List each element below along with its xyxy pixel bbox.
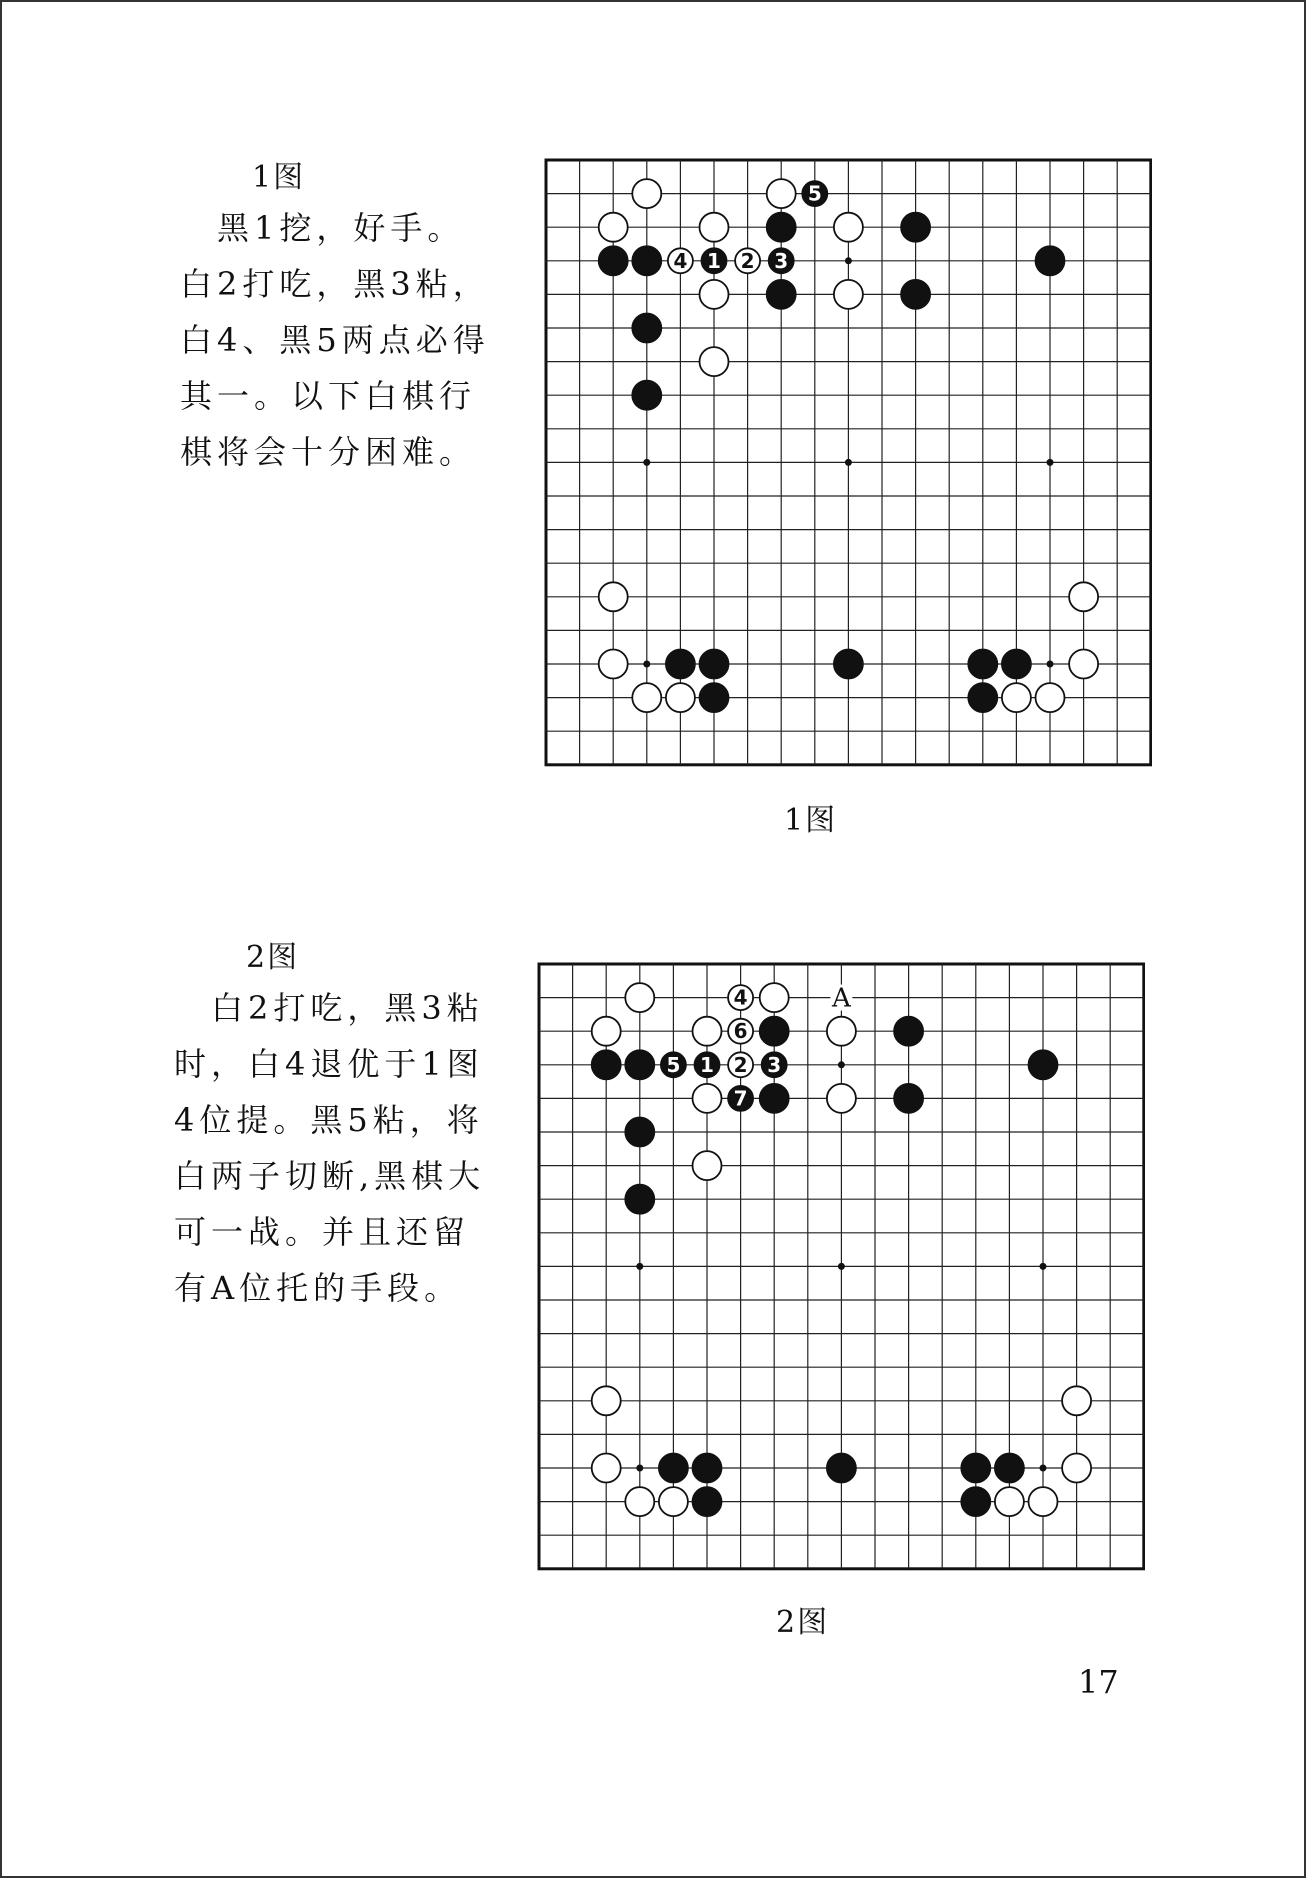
white-stone xyxy=(1069,650,1098,679)
figure-1-go-board xyxy=(540,154,1152,774)
white-stone xyxy=(599,650,628,679)
black-stone xyxy=(894,1084,923,1113)
star-point xyxy=(1047,459,1054,466)
black-stone xyxy=(625,1118,654,1147)
white-stone xyxy=(1036,683,1065,712)
white-stone xyxy=(995,1487,1024,1516)
white-stone xyxy=(1029,1487,1058,1516)
stone-move-number: 3 xyxy=(774,248,789,273)
black-stone xyxy=(827,1454,856,1483)
stone-move-number: 6 xyxy=(733,1019,748,1044)
stone-move-number: 2 xyxy=(740,248,755,273)
white-stone xyxy=(827,1084,856,1113)
stone-move-number: 5 xyxy=(666,1052,681,1077)
stone-move-number: 7 xyxy=(733,1086,748,1111)
star-point xyxy=(636,1465,643,1472)
black-stone xyxy=(968,683,997,712)
figure-2-caption: 2图 xyxy=(776,1605,830,1640)
black-stone xyxy=(968,650,997,679)
black-stone xyxy=(894,1017,923,1046)
star-point xyxy=(1040,1465,1047,1472)
stone-move-number: 2 xyxy=(733,1052,748,1077)
white-stone xyxy=(827,1017,856,1046)
black-stone xyxy=(834,650,863,679)
page-number: 17 xyxy=(1078,1663,1119,1701)
black-stone xyxy=(1029,1050,1058,1079)
board-mark-label: A xyxy=(832,983,851,1014)
white-stone xyxy=(693,1084,722,1113)
black-stone xyxy=(767,213,796,242)
black-stone xyxy=(666,650,695,679)
figure-1-caption: 1图 xyxy=(784,803,838,838)
figure-1-text: 黑1挖，好手。白2打吃，黑3粘，白4、黑5两点必得其一。以下白棋行棋将会十分困难。 xyxy=(180,209,490,471)
black-stone xyxy=(599,246,628,275)
figure-2-go-board xyxy=(533,958,1145,1578)
stone-move-number: 3 xyxy=(767,1052,782,1077)
white-stone xyxy=(599,582,628,611)
white-stone xyxy=(625,1487,654,1516)
black-stone xyxy=(767,280,796,309)
stone-move-number: 5 xyxy=(807,181,822,206)
white-stone xyxy=(659,1487,688,1516)
black-stone xyxy=(625,1050,654,1079)
figure-1-heading: 1图 xyxy=(252,160,306,195)
black-stone xyxy=(901,280,930,309)
white-stone xyxy=(592,1454,621,1483)
white-stone xyxy=(693,1017,722,1046)
stone-move-number: 4 xyxy=(673,248,688,273)
star-point xyxy=(838,1263,845,1270)
black-stone xyxy=(632,246,661,275)
black-stone xyxy=(693,1454,722,1483)
stone-move-number: 4 xyxy=(733,985,748,1010)
white-stone xyxy=(1069,582,1098,611)
white-stone xyxy=(599,213,628,242)
black-stone xyxy=(592,1050,621,1079)
star-point xyxy=(1040,1263,1047,1270)
black-stone xyxy=(961,1487,990,1516)
white-stone xyxy=(592,1017,621,1046)
figure-2-text: 白2打吃，黑3粘时，白4退优于1图4位提。黑5粘，将白两子切断,黑棋大可一战。并且还留有A位托的手段。 xyxy=(174,989,486,1307)
black-stone xyxy=(659,1454,688,1483)
stone-move-number: 1 xyxy=(707,248,721,273)
white-stone xyxy=(700,280,729,309)
white-stone xyxy=(834,213,863,242)
white-stone xyxy=(1002,683,1031,712)
white-stone xyxy=(693,1151,722,1180)
black-stone xyxy=(693,1487,722,1516)
black-stone xyxy=(1002,650,1031,679)
white-stone xyxy=(632,179,661,208)
black-stone xyxy=(760,1017,789,1046)
stone-move-number: 1 xyxy=(700,1052,714,1077)
black-stone xyxy=(995,1454,1024,1483)
white-stone xyxy=(666,683,695,712)
black-stone xyxy=(760,1084,789,1113)
star-point xyxy=(838,1061,845,1068)
white-stone xyxy=(760,983,789,1012)
black-stone xyxy=(1036,246,1065,275)
star-point xyxy=(845,459,852,466)
star-point xyxy=(643,459,650,466)
black-stone xyxy=(632,381,661,410)
black-stone xyxy=(961,1454,990,1483)
black-stone xyxy=(901,213,930,242)
white-stone xyxy=(592,1386,621,1415)
white-stone xyxy=(625,983,654,1012)
white-stone xyxy=(1062,1454,1091,1483)
star-point xyxy=(643,661,650,668)
white-stone xyxy=(700,213,729,242)
star-point xyxy=(1047,661,1054,668)
white-stone xyxy=(700,347,729,376)
white-stone xyxy=(767,179,796,208)
white-stone xyxy=(1062,1386,1091,1415)
white-stone xyxy=(834,280,863,309)
white-stone xyxy=(632,683,661,712)
star-point xyxy=(845,257,852,264)
black-stone xyxy=(700,650,729,679)
figure-2-heading: 2图 xyxy=(246,940,300,975)
black-stone xyxy=(700,683,729,712)
black-stone xyxy=(632,314,661,343)
black-stone xyxy=(625,1185,654,1214)
star-point xyxy=(636,1263,643,1270)
